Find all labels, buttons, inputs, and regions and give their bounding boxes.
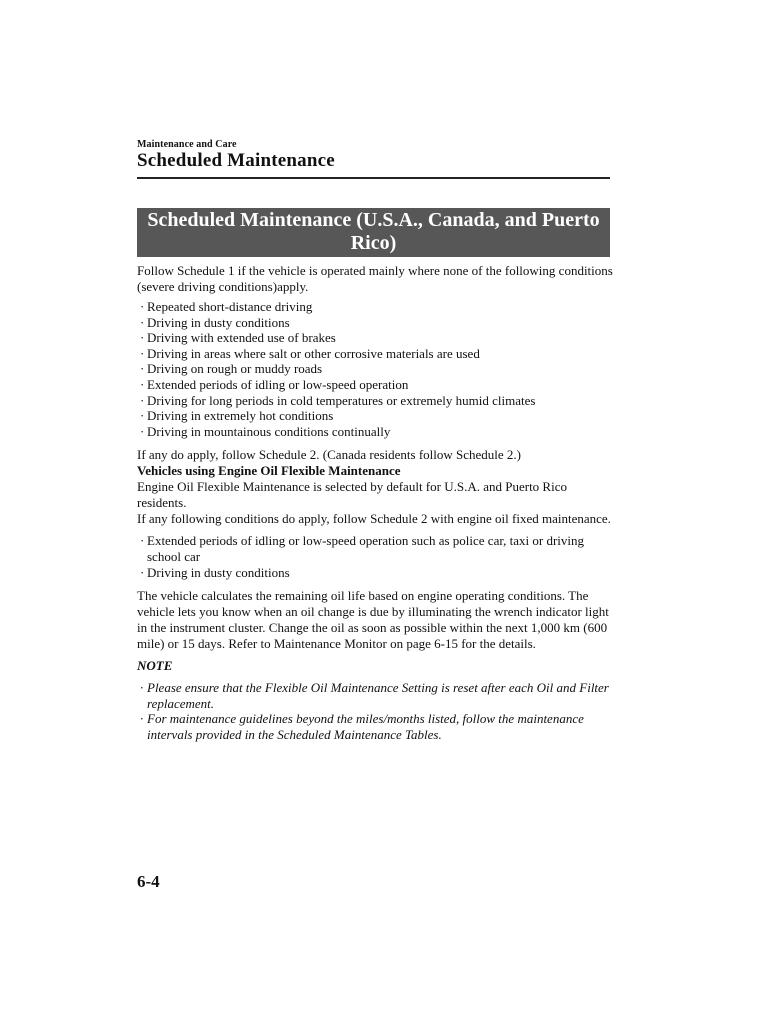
bullet-icon: · [140,345,145,361]
bullet-icon: · [140,314,145,330]
body-text [137,263,617,747]
list-item: · Driving in dusty conditions [140,564,290,580]
list-item: · Driving in dusty conditions [140,314,290,330]
list-item: · Driving with extended use of brakes [140,330,336,346]
bullet-icon: · [140,711,144,727]
running-head: Maintenance and Care [137,139,237,150]
list-item: · Extended periods of idling or low-speed operation [140,376,409,392]
oil-life-paragraph: The vehicle calculates the remaining oil life based on engine operating conditions. The vehicle lets you know when an oil change is due by illuminating the wrench indicator light in the instrument cluster. Change the oil as soon as possible within the next 1,000 km (600 mile) or 15 days. Refer to Maintenance Monitor on page 6-15 for the details. [137,588,609,652]
bullet-icon: · [140,376,145,392]
list-item: · Please ensure that the Flexible Oil Maintenance Setting is reset after each Oil and Filter replacement. [140,680,609,711]
page-number: 6-4 [137,872,160,891]
list-item: · Driving for long periods in cold temperatures or extremely humid climates [140,392,536,408]
flex-heading: Vehicles using Engine Oil Flexible Maintenance [137,463,401,479]
bullet-icon: · [140,423,145,439]
bullet-icon: · [140,408,145,424]
list-item: · Driving in extremely hot conditions [140,408,334,424]
section-title: Scheduled Maintenance [137,150,335,171]
list-item: · Driving in areas where salt or other corrosive materials are used [140,345,480,361]
flex-default-paragraph: Engine Oil Flexible Maintenance is selected by default for U.S.A. and Puerto Rico residents. [137,479,567,511]
bullet-icon: · [140,392,145,408]
flex-conditions-list [137,533,617,580]
flex-conditions-intro: If any following conditions do apply, follow Schedule 2 with engine oil fixed maintenance. [137,511,611,527]
bullet-icon: · [140,299,145,314]
bullet-icon: · [140,330,145,346]
bullet-icon: · [140,564,145,580]
banner-line-1: Scheduled Maintenance (U.S.A., Canada, and Puerto [147,209,600,231]
schedule-banner [137,208,610,257]
list-item: · Repeated short-distance driving [140,299,313,314]
banner-line-2: Rico) [350,232,397,254]
bullet-icon: · [140,361,145,377]
note-heading: NOTE [137,658,173,674]
schedule2-paragraph: If any do apply, follow Schedule 2. (Canada residents follow Schedule 2.) [137,447,522,463]
list-item: · Driving in mountainous conditions continually [140,423,391,439]
list-item: · Driving on rough or muddy roads [140,361,323,377]
bullet-icon: · [140,533,145,549]
intro-paragraph: Follow Schedule 1 if the vehicle is operated mainly where none of the following conditions (severe driving conditions)apply. [137,263,613,294]
title-rule [137,177,610,179]
list-item: · Extended periods of idling or low-speed operation such as police car, taxi or driving school car [140,533,585,564]
bullet-icon: · [140,680,144,696]
note-list [137,680,617,742]
severe-conditions-list [137,299,617,439]
list-item: · For maintenance guidelines beyond the miles/months listed, follow the maintenance intervals provided in the Scheduled Maintenance Tables. [140,711,584,742]
